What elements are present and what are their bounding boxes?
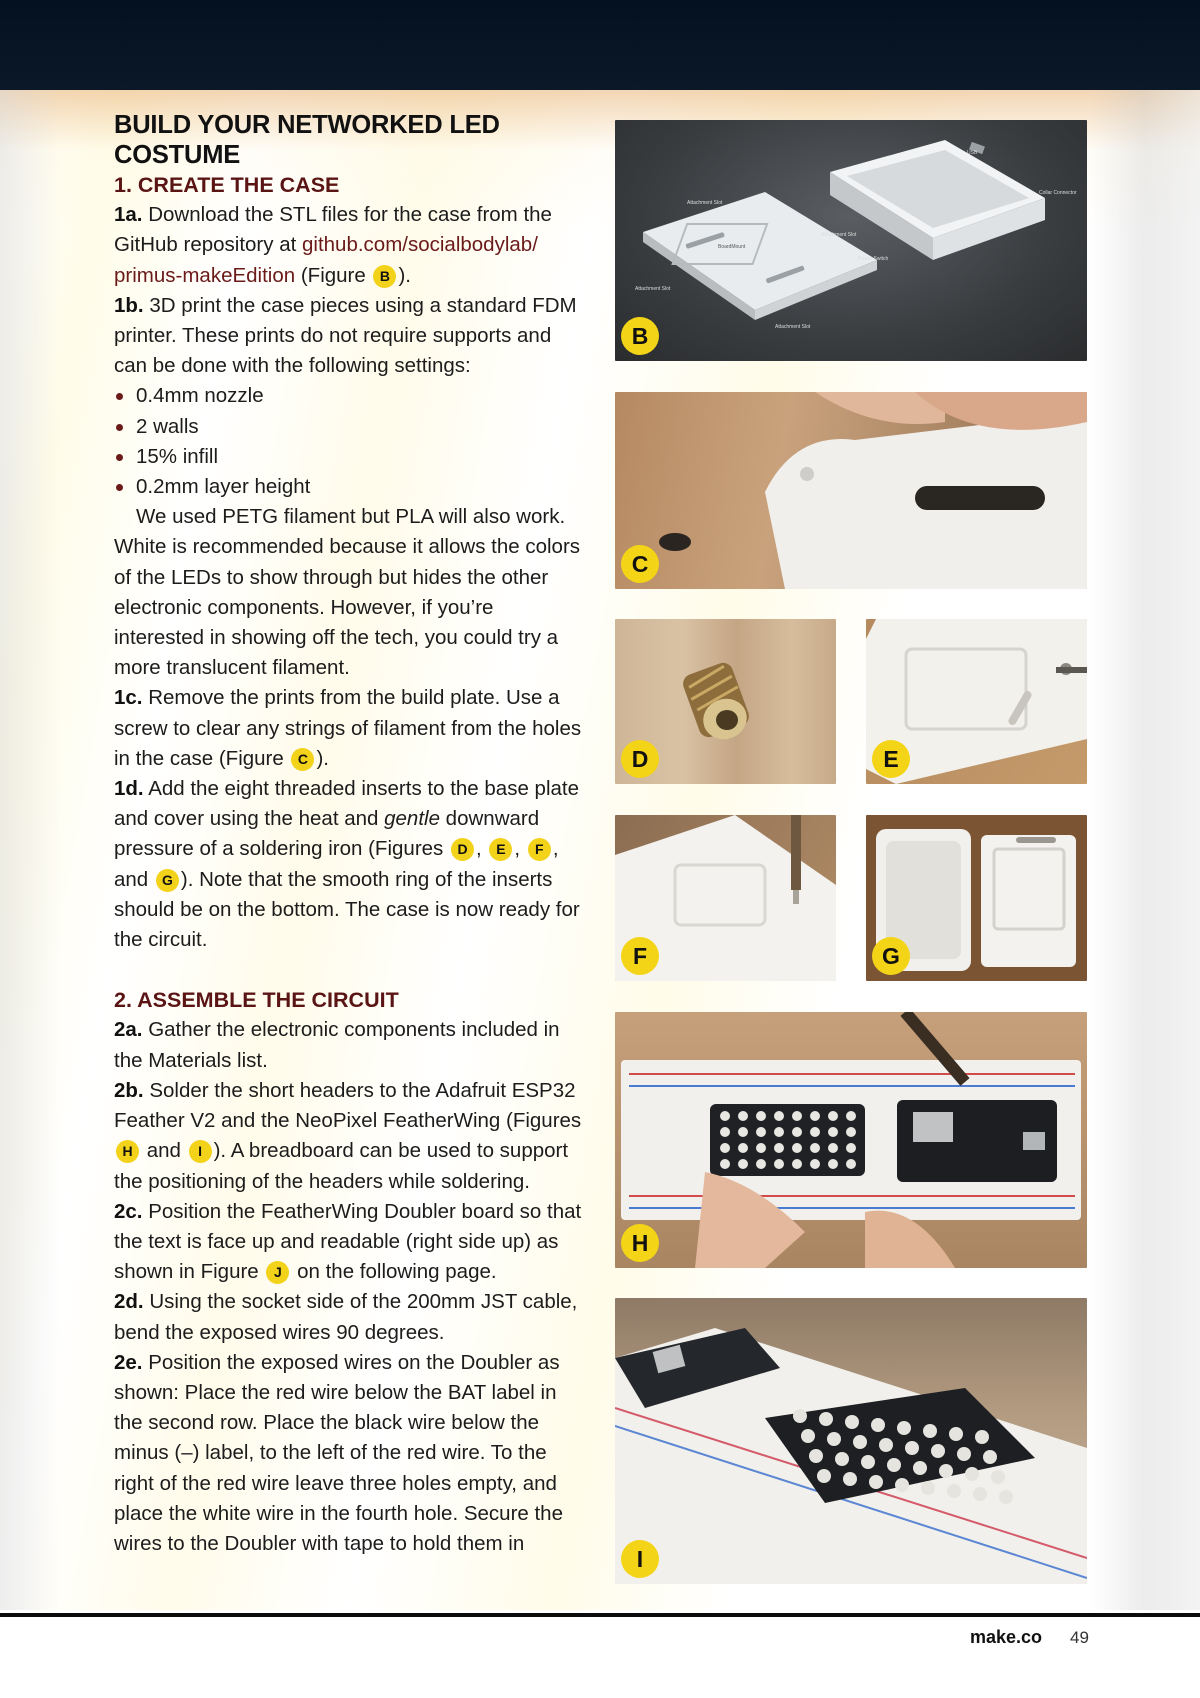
led-pixel bbox=[983, 1450, 997, 1464]
step-number: 2d. bbox=[114, 1290, 144, 1314]
figure-badge-i: I bbox=[189, 1140, 212, 1163]
led-pixel bbox=[817, 1469, 831, 1483]
led-pixel bbox=[846, 1159, 856, 1169]
step-2c: 2c. Position the FeatherWing Doubler board so that the text is face up and readable (right side up) as shown in Figure J on the following page. bbox=[114, 1199, 582, 1284]
list-item: 0.4mm nozzle bbox=[114, 381, 589, 411]
led-pixel bbox=[774, 1127, 784, 1137]
led-pixel bbox=[895, 1478, 909, 1492]
led-pixel bbox=[905, 1441, 919, 1455]
figure-label-e: E bbox=[872, 740, 910, 778]
led-pixel bbox=[792, 1159, 802, 1169]
led-pixel bbox=[756, 1111, 766, 1121]
led-pixel bbox=[792, 1127, 802, 1137]
github-link[interactable]: github.com/socialbodylab/ primus-makeEdition bbox=[114, 233, 538, 287]
led-pixel bbox=[720, 1159, 730, 1169]
led-pixel bbox=[931, 1444, 945, 1458]
step-number: 2b. bbox=[114, 1078, 144, 1102]
annotation-text: USB bbox=[967, 150, 978, 156]
led-pixel bbox=[835, 1452, 849, 1466]
led-pixel bbox=[828, 1143, 838, 1153]
article-column bbox=[114, 110, 589, 1559]
step-2d: 2d. Using the socket side of the 200mm JST cable, bend the exposed wires 90 degrees. bbox=[114, 1290, 578, 1344]
led-pixel bbox=[975, 1430, 989, 1444]
figure-label-i: I bbox=[621, 1540, 659, 1578]
led-pixel bbox=[846, 1111, 856, 1121]
led-pixel bbox=[720, 1143, 730, 1153]
led-pixel bbox=[827, 1432, 841, 1446]
led-pixel bbox=[756, 1143, 766, 1153]
filament-note: We used PETG filament but PLA will also work. White is recommended because it allows the colors of the LEDs to show through but hides the other electronic components. However, if you’re interested in showing off the tech, you could try a more translucent filament. bbox=[114, 505, 581, 680]
figure-badge-f: F bbox=[528, 838, 551, 861]
footer-site-name[interactable]: make.co bbox=[970, 1627, 1043, 1647]
figure-badge-d: D bbox=[451, 838, 474, 861]
step-number: 1b. bbox=[114, 293, 144, 317]
led-pixel bbox=[756, 1159, 766, 1169]
led-pixel bbox=[738, 1127, 748, 1137]
section-spacer bbox=[114, 955, 589, 985]
led-pixel bbox=[810, 1143, 820, 1153]
led-pixel bbox=[991, 1470, 1005, 1484]
led-pixel bbox=[774, 1159, 784, 1169]
led-pixel bbox=[846, 1127, 856, 1137]
annotation-text: Attachment Slot bbox=[775, 324, 811, 330]
step-2b: 2b. Solder the short headers to the Adafruit ESP32 Feather V2 and the NeoPixel FeatherWing (Figures H and I ). A breadboard can be used to support the positioning of the headers while soldering. bbox=[114, 1078, 582, 1193]
led-pixel bbox=[809, 1449, 823, 1463]
step-2e: 2e. Position the exposed wires on the Doubler as shown: Place the red wire below the BAT label in the second row. Place the black wire below the minus (–) label, to the left of the red wire. To the right of the red wire leave three holes empty, and place the white wire in the fourth hole. Secure the wires to the Doubler with tape to hold them in bbox=[114, 1350, 563, 1555]
led-pixel bbox=[828, 1127, 838, 1137]
figure-badge-e: E bbox=[489, 838, 512, 861]
led-pixel bbox=[845, 1415, 859, 1429]
led-pixel bbox=[999, 1490, 1013, 1504]
led-pixel bbox=[846, 1143, 856, 1153]
led-pixel bbox=[810, 1111, 820, 1121]
breadboard-soldering-image bbox=[615, 1012, 1087, 1268]
figure-b-photo bbox=[615, 120, 1087, 361]
annotation-text: Power Switch bbox=[858, 256, 889, 262]
led-pixel bbox=[949, 1427, 963, 1441]
step-number: 1a. bbox=[114, 203, 143, 227]
step-1b: 1b. 3D print the case pieces using a standard FDM printer. These prints do not require supports and can be done with the following settings: bbox=[114, 293, 577, 378]
print-settings-list bbox=[114, 381, 589, 502]
figure-i-photo bbox=[615, 1298, 1087, 1584]
annotation-text: Attachment Slot bbox=[821, 232, 857, 238]
figure-c-photo bbox=[615, 392, 1087, 589]
section-heading-circuit: 2. ASSEMBLE THE CIRCUIT bbox=[114, 988, 399, 1013]
annotation-text: Attachment Slot bbox=[635, 286, 671, 292]
figure-label-h: H bbox=[621, 1224, 659, 1262]
step-1c: 1c. Remove the prints from the build plate. Use a screw to clear any strings of filament from the holes in the case (Figure C ). bbox=[114, 686, 582, 770]
step-number: 1c. bbox=[114, 686, 143, 710]
led-pixel bbox=[793, 1409, 807, 1423]
step-number: 2a. bbox=[114, 1018, 143, 1042]
article-title: BUILD YOUR NETWORKED LED COSTUME bbox=[114, 111, 500, 169]
led-pixel bbox=[810, 1159, 820, 1169]
top-dark-band bbox=[0, 0, 1200, 90]
step-1d: 1d. Add the eight threaded inserts to the base plate and cover using the heat and gentle downward pressure of a soldering iron (Figures D , E , F , and G ). Note that the smooth ring of the inserts should be on the bottom. The case is now ready for the circuit. bbox=[114, 777, 580, 952]
figure-badge-j: J bbox=[266, 1261, 289, 1284]
figure-badge-g: G bbox=[156, 869, 179, 892]
step-1a: 1a. Download the STL files for the case from the GitHub repository at github.com/socialbodylab/ primus-makeEdition (Figure B ). bbox=[114, 203, 552, 287]
led-pixel bbox=[792, 1111, 802, 1121]
figure-label-c: C bbox=[621, 545, 659, 583]
figure-label-g: G bbox=[872, 937, 910, 975]
figure-label-b: B bbox=[621, 317, 659, 355]
annotation-text: Attachment Slot bbox=[687, 200, 723, 206]
step-number: 2e. bbox=[114, 1350, 143, 1374]
led-pixel bbox=[897, 1421, 911, 1435]
figure-g-photo bbox=[866, 815, 1087, 981]
led-pixel bbox=[774, 1111, 784, 1121]
led-pixel bbox=[861, 1455, 875, 1469]
case-plate-image bbox=[615, 392, 1087, 589]
figure-label-f: F bbox=[621, 937, 659, 975]
list-item: 2 walls bbox=[114, 412, 589, 442]
step-number: 1d. bbox=[114, 777, 144, 801]
led-pixel bbox=[871, 1418, 885, 1432]
step-2a: 2a. Gather the electronic components included in the Materials list. bbox=[114, 1018, 560, 1072]
led-pixel bbox=[738, 1111, 748, 1121]
led-pixel bbox=[756, 1127, 766, 1137]
led-pixel bbox=[801, 1429, 815, 1443]
led-pixel bbox=[843, 1472, 857, 1486]
figure-badge-b: B bbox=[373, 265, 396, 288]
led-pixel bbox=[738, 1159, 748, 1169]
led-pixel bbox=[828, 1159, 838, 1169]
led-pixel bbox=[913, 1461, 927, 1475]
led-pixel bbox=[853, 1435, 867, 1449]
led-pixel bbox=[947, 1484, 961, 1498]
led-pixel bbox=[738, 1143, 748, 1153]
led-pixel bbox=[720, 1111, 730, 1121]
figure-label-d: D bbox=[621, 740, 659, 778]
footer-rule bbox=[0, 1613, 1200, 1617]
page-number: 49 bbox=[1070, 1628, 1089, 1647]
led-pixel bbox=[819, 1412, 833, 1426]
led-pixel bbox=[828, 1111, 838, 1121]
fabric-fold-left bbox=[0, 90, 60, 1610]
figure-f-photo bbox=[615, 815, 836, 981]
led-pixel bbox=[965, 1467, 979, 1481]
fabric-fold-right bbox=[1090, 90, 1200, 1610]
led-pixel bbox=[923, 1424, 937, 1438]
step-number: 2c. bbox=[114, 1199, 143, 1223]
led-pixel bbox=[720, 1127, 730, 1137]
figure-badge-h: H bbox=[116, 1140, 139, 1163]
led-pixel bbox=[774, 1143, 784, 1153]
led-pixel bbox=[957, 1447, 971, 1461]
annotation-text: Collar Connector bbox=[1039, 190, 1077, 196]
led-pixel bbox=[887, 1458, 901, 1472]
led-pixel bbox=[810, 1127, 820, 1137]
figure-h-photo bbox=[615, 1012, 1087, 1268]
case-render-image bbox=[615, 120, 1087, 361]
list-item: 0.2mm layer height bbox=[114, 472, 589, 502]
figure-e-photo bbox=[866, 619, 1087, 784]
figure-badge-c: C bbox=[291, 748, 314, 771]
section-heading-case: 1. CREATE THE CASE bbox=[114, 173, 340, 197]
led-pixel bbox=[869, 1475, 883, 1489]
led-pixel bbox=[921, 1481, 935, 1495]
led-pixel bbox=[939, 1464, 953, 1478]
neopixel-breadboard-image bbox=[615, 1298, 1087, 1584]
led-pixel bbox=[973, 1487, 987, 1501]
list-item: 15% infill bbox=[114, 442, 589, 472]
led-pixel bbox=[792, 1143, 802, 1153]
led-pixel bbox=[879, 1438, 893, 1452]
annotation-text: BoardMount bbox=[718, 244, 746, 250]
figure-d-photo bbox=[615, 619, 836, 784]
